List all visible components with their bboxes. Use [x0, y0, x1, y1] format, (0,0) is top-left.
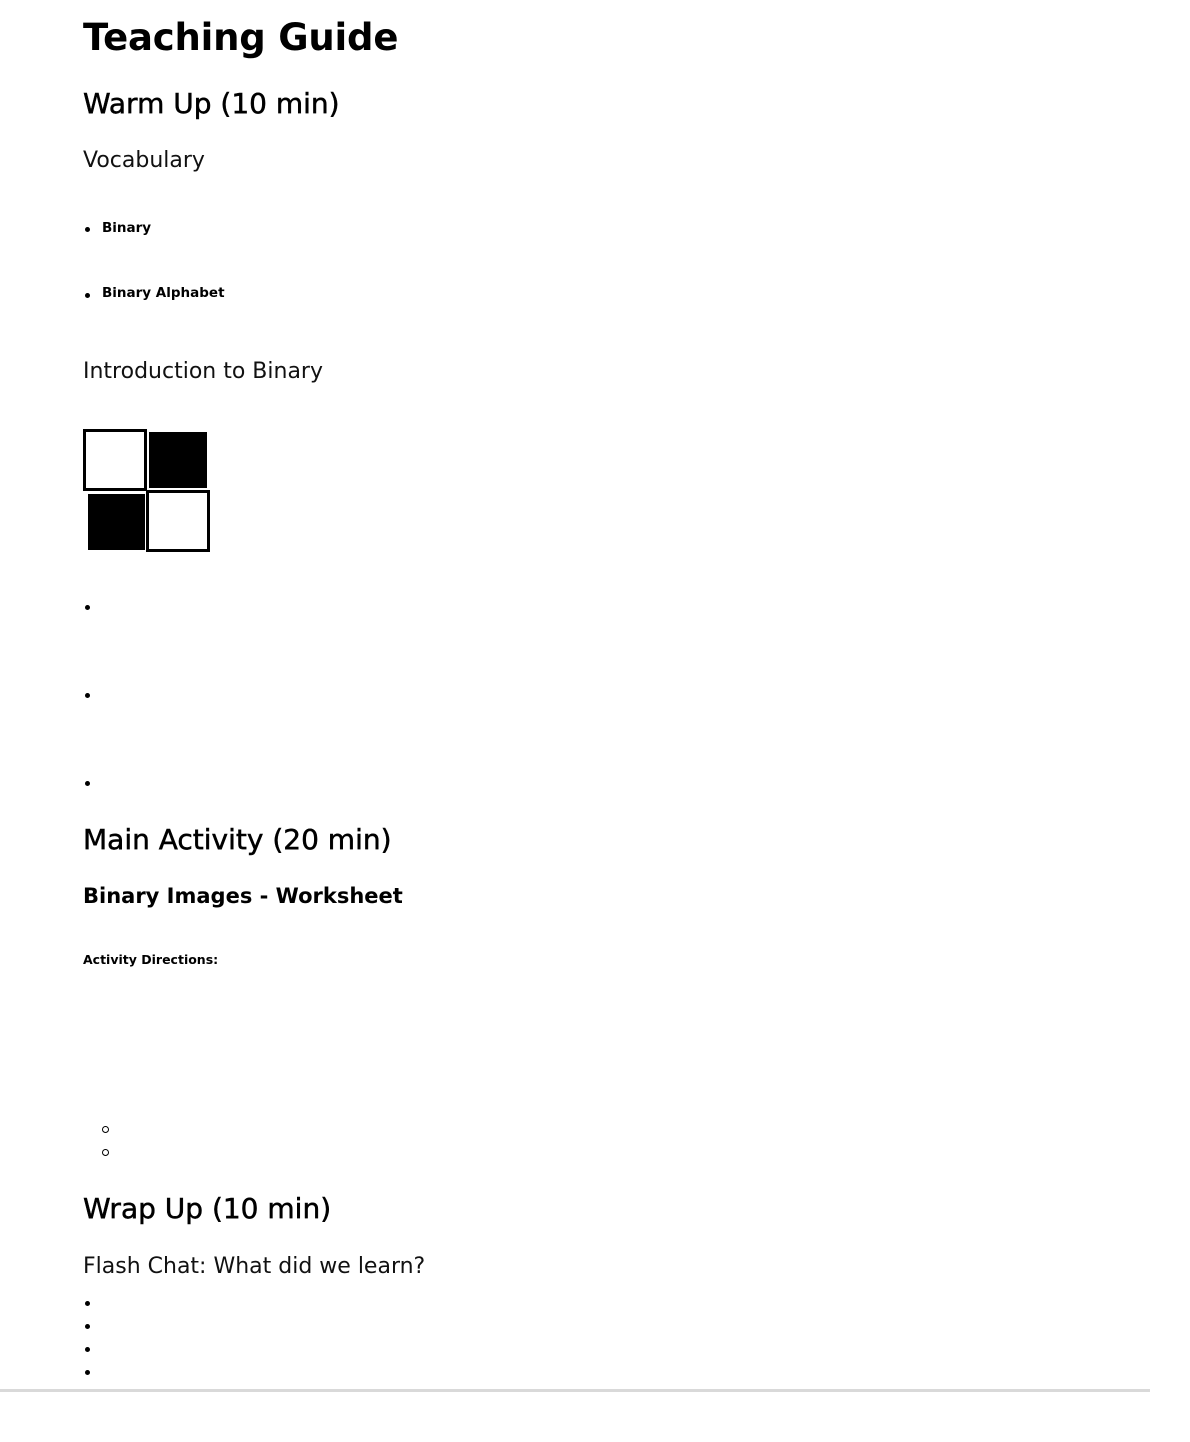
flash-chat-heading: Flash Chat: What did we learn? [83, 1254, 426, 1279]
bullet-icon [85, 605, 90, 610]
horizontal-divider [0, 1389, 1150, 1392]
page-title: Teaching Guide [83, 16, 399, 59]
bullet-icon [85, 293, 90, 298]
introduction-heading: Introduction to Binary [83, 359, 323, 384]
bullet-icon [85, 1370, 90, 1375]
grid-cell-white [146, 490, 210, 552]
main-activity-heading: Main Activity (20 min) [83, 823, 392, 856]
grid-cell-black [149, 432, 207, 488]
warm-up-heading: Warm Up (10 min) [83, 87, 340, 120]
bullet-icon [85, 693, 90, 698]
bullet-icon [85, 227, 90, 232]
wrap-up-heading: Wrap Up (10 min) [83, 1192, 332, 1225]
grid-cell-white [83, 429, 147, 491]
bullet-icon [85, 1324, 90, 1329]
hollow-bullet-icon [102, 1126, 109, 1133]
worksheet-heading: Binary Images - Worksheet [83, 884, 403, 908]
bullet-icon [85, 1347, 90, 1352]
vocabulary-heading: Vocabulary [83, 148, 205, 173]
vocabulary-term-binary-alphabet: Binary Alphabet [102, 285, 225, 301]
activity-directions-label: Activity Directions: [83, 952, 219, 967]
bullet-icon [85, 781, 90, 786]
grid-cell-black [88, 494, 145, 550]
bullet-icon [85, 1301, 90, 1306]
vocabulary-term-binary: Binary [102, 220, 152, 236]
hollow-bullet-icon [102, 1149, 109, 1156]
